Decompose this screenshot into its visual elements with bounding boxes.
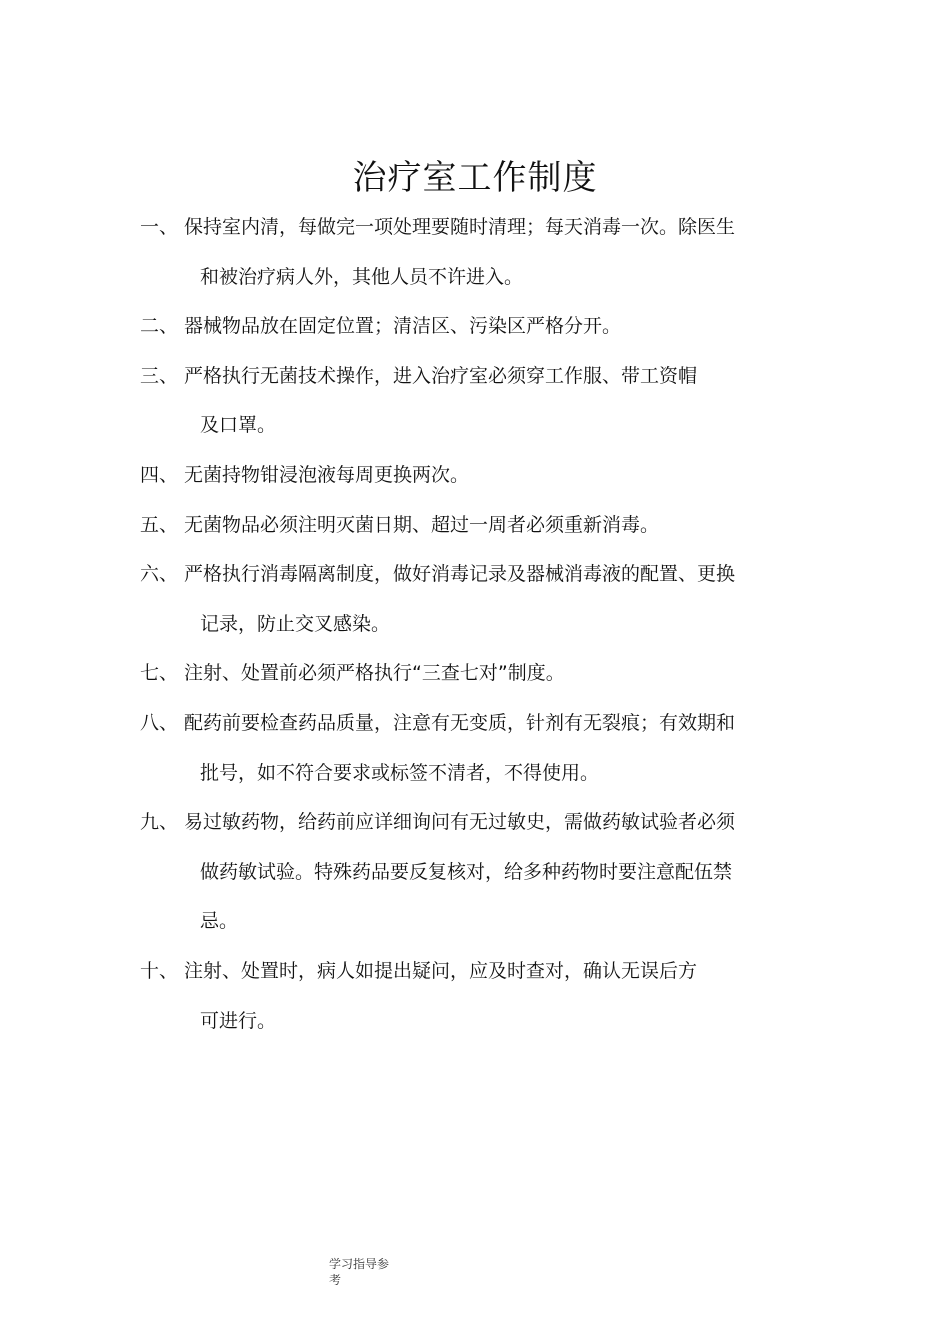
rule-line: 注射、处置前必须严格执行“三查七对”制度。 [184, 662, 565, 685]
rule-text [184, 649, 840, 699]
rule-line: 易过敏药物，给药前应详细询问有无过敏史，需做药敏试验者必须 [184, 811, 736, 834]
rule-line: 注射、处置时，病人如提出疑问，应及时查对，确认无误后方 [184, 959, 698, 982]
rule-number: 八、 [140, 711, 179, 734]
rule-line: 记录，防止交叉感染。 [200, 612, 391, 635]
footer-line: 学习指导参 [329, 1257, 390, 1271]
rule-item-5 [140, 501, 840, 551]
footer-note [329, 1256, 409, 1288]
rule-item-8 [140, 699, 840, 798]
rule-item-4 [140, 451, 840, 501]
rule-text [184, 302, 840, 352]
rule-text [184, 798, 840, 947]
rule-text [184, 203, 840, 302]
rule-number: 三、 [140, 364, 179, 387]
rule-line: 做药敏试验。特殊药品要反复核对，给多种药物时要注意配伍禁 [200, 860, 733, 883]
rule-line: 严格执行无菌技术操作，进入治疗室必须穿工作服、带工资帽 [184, 364, 698, 387]
rule-item-9 [140, 798, 840, 947]
rule-line: 批号，如不符合要求或标签不清者，不得使用。 [200, 761, 600, 784]
rule-item-1 [140, 203, 840, 302]
rule-text [184, 550, 840, 649]
rule-line: 无菌物品必须注明灭菌日期、超过一周者必须重新消毒。 [184, 513, 660, 536]
rule-line: 配药前要检查药品质量，注意有无变质，针剂有无裂痕；有效期和 [184, 711, 736, 734]
rule-number: 一、 [140, 216, 179, 238]
rule-number: 十、 [140, 959, 179, 982]
rule-text [184, 451, 840, 501]
rule-number: 二、 [140, 315, 179, 338]
rule-number: 四、 [140, 463, 179, 486]
rule-text [184, 352, 840, 451]
rule-item-6 [140, 550, 840, 649]
page-title: 治疗室工作制度 [352, 158, 598, 198]
footer-line: 考 [329, 1273, 342, 1287]
rule-line: 及口罩。 [200, 414, 277, 437]
rule-line: 保持室内清，每做完一项处理要随时清理；每天消毒一次。除医生 [184, 216, 736, 238]
rule-text [184, 947, 840, 1046]
rule-item-10 [140, 947, 840, 1046]
rule-line: 器械物品放在固定位置；清洁区、污染区严格分开。 [184, 315, 622, 338]
rule-item-7 [140, 649, 840, 699]
rule-line: 忌。 [200, 910, 239, 933]
rules-list [140, 203, 840, 1046]
rule-line: 可进行。 [200, 1009, 277, 1032]
rule-item-2 [140, 302, 840, 352]
rule-line: 无菌持物钳浸泡液每周更换两次。 [184, 463, 470, 486]
rule-item-3 [140, 352, 840, 451]
rule-number: 九、 [140, 811, 179, 834]
rule-number: 六、 [140, 563, 179, 586]
rule-text [184, 501, 840, 551]
rule-number: 五、 [140, 513, 179, 536]
rule-text [184, 699, 840, 798]
rule-line: 严格执行消毒隔离制度，做好消毒记录及器械消毒液的配置、更换 [184, 563, 736, 586]
rule-number: 七、 [140, 662, 179, 685]
rule-line: 和被治疗病人外，其他人员不许进入。 [200, 265, 524, 288]
